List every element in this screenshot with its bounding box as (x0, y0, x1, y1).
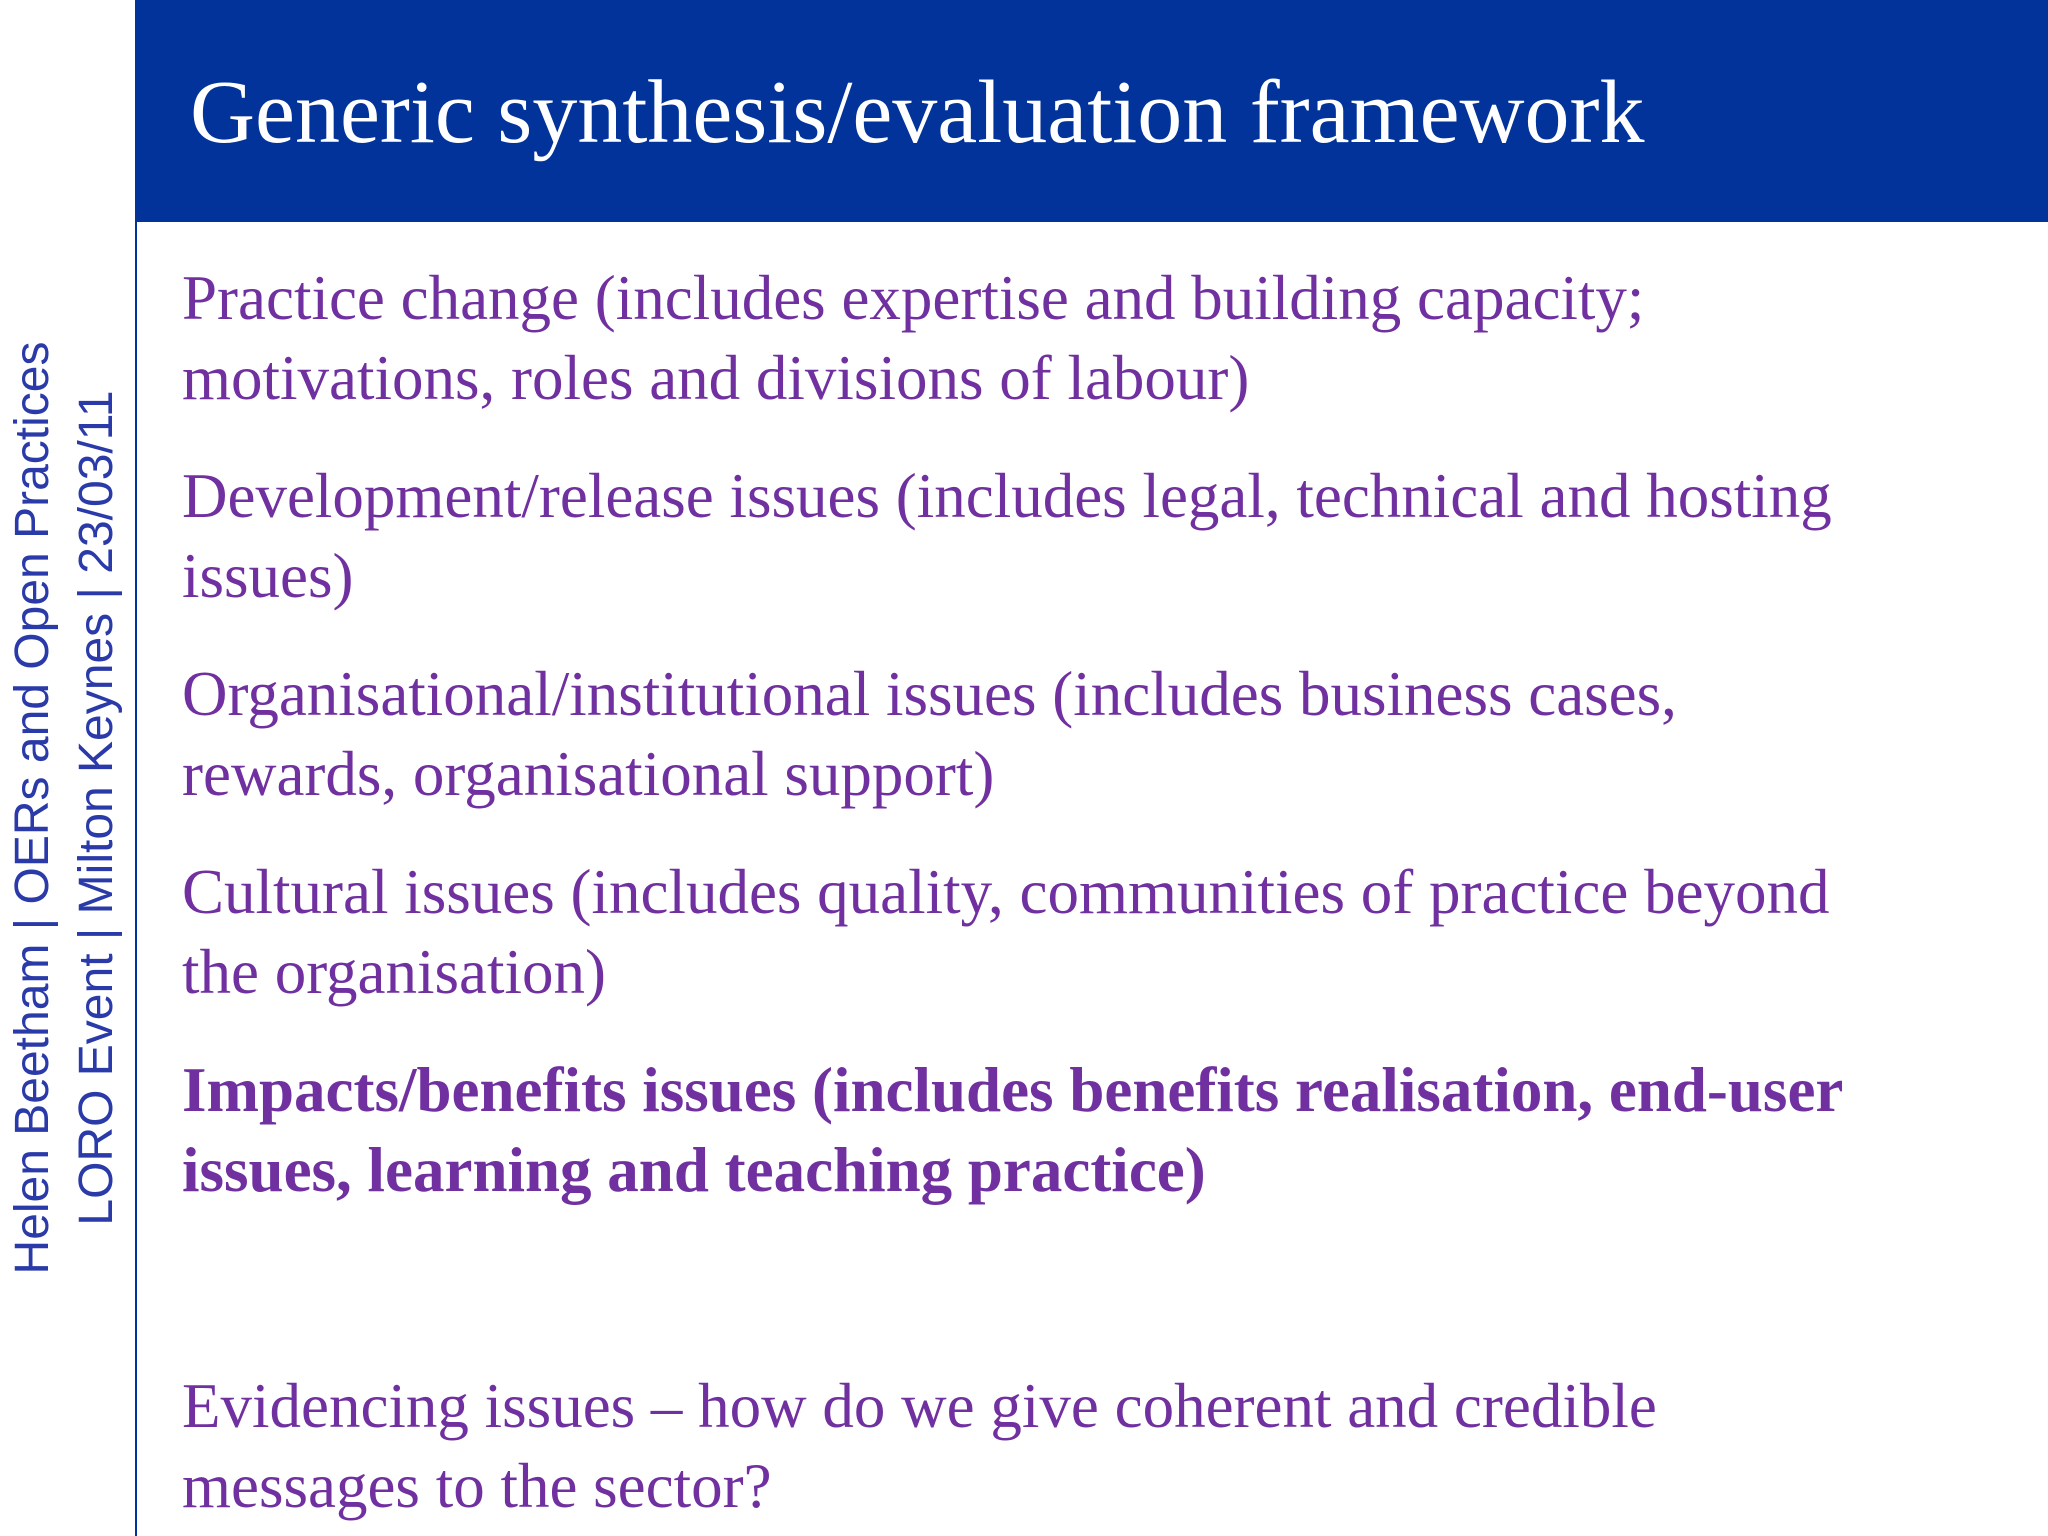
slide-title: Generic synthesis/evaluation framework (190, 63, 1645, 162)
side-caption (1, 308, 131, 1308)
side-caption-line-1: Helen Beetham | OERs and Open Practices (6, 341, 59, 1275)
point-line: Practice change (includes expertise and building capacity; (182, 263, 1645, 333)
point-line: Impacts/benefits issues (includes benefits realisation, end-user (182, 1055, 1844, 1125)
point-cultural (182, 852, 2022, 1012)
point-impacts-benefits (182, 1050, 2022, 1210)
slide-body (182, 258, 2022, 1521)
point-line: issues) (182, 541, 354, 611)
point-line: Development/release issues (includes legal, technical and hosting (182, 461, 1832, 531)
point-line: Cultural issues (includes quality, communities of practice beyond (182, 857, 1830, 927)
point-evidencing (182, 1366, 2022, 1526)
point-line: issues, learning and teaching practice) (182, 1135, 1206, 1205)
point-organisational (182, 654, 2022, 814)
side-caption-line-2: LORO Event | Milton Keynes | 23/03/11 (70, 390, 123, 1226)
point-line: Evidencing issues – how do we give coherent and credible (182, 1371, 1657, 1441)
point-practice-change (182, 258, 2022, 418)
point-line: motivations, roles and divisions of labour) (182, 343, 1250, 413)
point-development-release (182, 456, 2022, 616)
point-line: messages to the sector? (182, 1451, 772, 1521)
point-line: rewards, organisational support) (182, 739, 995, 809)
point-line: the organisation) (182, 937, 606, 1007)
point-line: Organisational/institutional issues (includes business cases, (182, 659, 1677, 729)
vertical-divider (135, 0, 137, 1536)
